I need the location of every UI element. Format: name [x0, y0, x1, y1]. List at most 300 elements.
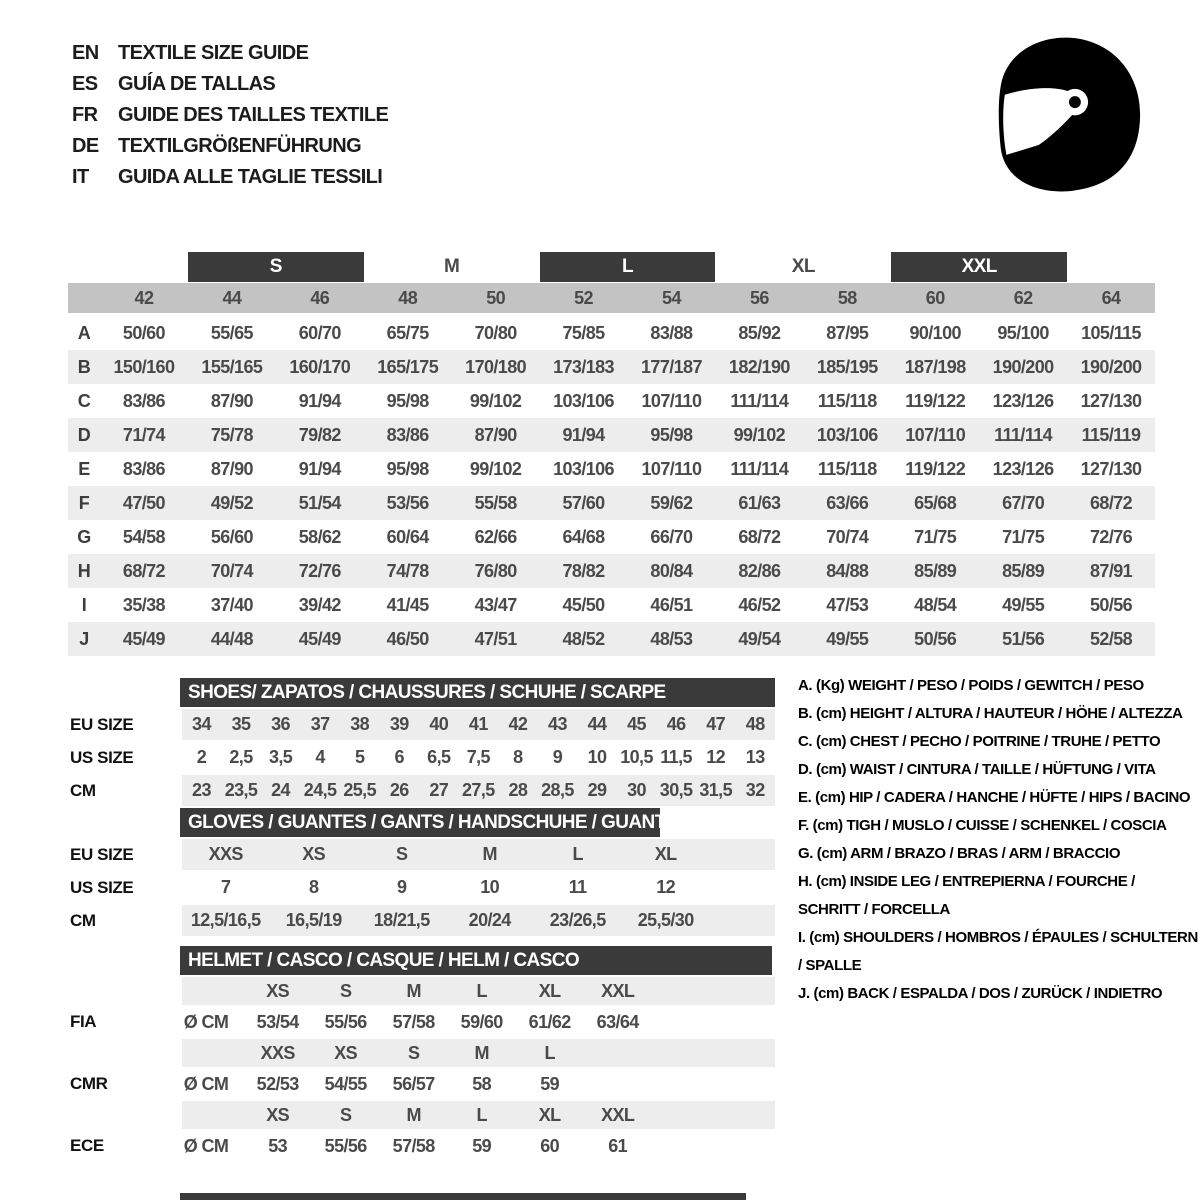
- measurement-value: 99/102: [469, 390, 522, 411]
- measurement-value: 45/49: [122, 628, 165, 649]
- measurement-value: 48/54: [914, 594, 957, 615]
- measurement-value: 53/56: [386, 492, 429, 513]
- gloves-section: [68, 808, 775, 936]
- helmet-size-label: S: [339, 1104, 352, 1125]
- numeric-size: 60: [925, 287, 945, 308]
- language-code: DE: [72, 135, 99, 157]
- numeric-size: 46: [310, 287, 330, 308]
- helmet-size-label: XXL: [601, 1104, 635, 1125]
- measurement-value: 60/64: [386, 526, 429, 547]
- row-letter: F: [78, 492, 90, 513]
- row-label: CM: [70, 780, 96, 800]
- measurement-value: 111/114: [730, 390, 789, 411]
- measurement-value: 115/119: [1081, 424, 1141, 445]
- shoe-eu-size: 37: [310, 714, 330, 734]
- shoe-cm-size: 27,5: [462, 780, 495, 800]
- helmet-size-label: L: [476, 980, 487, 1001]
- shoe-eu-size: 47: [706, 714, 726, 734]
- glove-eu-size: XXS: [208, 844, 243, 864]
- shoe-us-size: 8: [513, 747, 523, 767]
- helmet-size-value: 53: [268, 1135, 288, 1156]
- size-spacer: [182, 1039, 244, 1067]
- measurement-value: 78/82: [562, 560, 605, 581]
- textile-size-table: [68, 252, 1155, 656]
- shoes-eu-row: [68, 709, 775, 740]
- helmet-size-label: L: [544, 1042, 555, 1063]
- row-letter: H: [77, 560, 91, 581]
- measurement-value: 51/54: [298, 492, 341, 513]
- measurement-value: 49/54: [738, 628, 781, 649]
- language-title-row: [72, 131, 388, 162]
- shoe-eu-size: 46: [666, 714, 686, 734]
- helmet-size-label: XS: [266, 1104, 290, 1125]
- measurement-value: 66/70: [650, 526, 693, 547]
- measurement-row: [68, 316, 1155, 350]
- diameter-label: Ø CM: [183, 1073, 229, 1094]
- helmet-size-label: XL: [538, 1104, 561, 1125]
- legend-item: E. (cm) HIP / CADERA / HANCHE / HÜFTE / HIPS / BACINO: [798, 789, 1191, 806]
- measurement-value: 107/110: [905, 424, 966, 445]
- measurement-value: 165/175: [377, 356, 439, 377]
- racing-helmet-icon: [980, 32, 1150, 197]
- measurement-value: 64/68: [562, 526, 605, 547]
- measurement-value: 95/98: [386, 458, 429, 479]
- measurement-value: 83/86: [386, 424, 429, 445]
- glove-cm-size: 20/24: [468, 910, 511, 930]
- shoe-eu-size: 43: [548, 714, 567, 734]
- gloves-eu-row: [68, 839, 775, 870]
- helmet-size-value: 61: [608, 1135, 628, 1156]
- measurement-rows: [68, 316, 1155, 656]
- helmet-size-label: M: [406, 980, 421, 1001]
- numeric-size: 58: [837, 287, 857, 308]
- helmet-size-value: 53/54: [256, 1011, 299, 1032]
- language-title-row: [72, 69, 388, 100]
- measurement-value: 48/53: [650, 628, 693, 649]
- measurement-value: 50/60: [122, 322, 165, 343]
- helmet-size-value: 57/58: [392, 1011, 435, 1032]
- row-label: CM: [70, 910, 96, 930]
- measurement-value: 43/47: [474, 594, 517, 615]
- legend-item: D. (cm) WAIST / CINTURA / TAILLE / HÜFTUNG / VITA: [798, 761, 1156, 778]
- shoe-us-size: 2,5: [229, 747, 253, 767]
- glove-eu-size: L: [572, 844, 583, 864]
- band-spacer: [68, 283, 100, 313]
- shoe-cm-size: 25,5: [343, 780, 376, 800]
- row-label: [68, 977, 182, 1005]
- helmet-size-label: XXS: [260, 1042, 295, 1063]
- shoe-us-size: 10,5: [620, 747, 653, 767]
- glove-eu-size: XS: [302, 844, 326, 864]
- measurement-value: 48/52: [562, 628, 605, 649]
- size-spacer: [182, 1101, 244, 1129]
- measurement-value: 182/190: [728, 356, 790, 377]
- measurement-value: 71/75: [1002, 526, 1045, 547]
- measurement-row: [68, 588, 1155, 622]
- language-title: GUIDE DES TAILLES TEXTILE: [118, 104, 389, 126]
- measurement-value: 49/55: [1002, 594, 1045, 615]
- measurement-value: 57/60: [562, 492, 605, 513]
- measurement-value: 85/89: [914, 560, 957, 581]
- measurement-value: 150/160: [113, 356, 175, 377]
- helmet-size-value: 59/60: [460, 1011, 503, 1032]
- measurement-value: 127/130: [1080, 390, 1142, 411]
- measurement-value: 71/74: [122, 424, 165, 445]
- shoe-eu-size: 42: [508, 714, 528, 734]
- shoe-eu-size: 44: [587, 714, 607, 734]
- shoe-cm-size: 29: [587, 780, 607, 800]
- measurement-value: 87/90: [210, 390, 253, 411]
- measurement-value: 75/85: [562, 322, 605, 343]
- glove-cm-size: 16,5/19: [285, 910, 342, 930]
- measurement-value: 59/62: [650, 492, 693, 513]
- measurement-value: 47/50: [122, 492, 165, 513]
- measurement-value: 87/95: [826, 322, 869, 343]
- helmet-size-value: 55/56: [324, 1135, 367, 1156]
- numeric-size: 52: [574, 287, 593, 308]
- fia-size-row: [68, 977, 775, 1005]
- size-header: XL: [791, 256, 815, 277]
- measurement-value: 70/80: [474, 322, 517, 343]
- legend-item: B. (cm) HEIGHT / ALTURA / HAUTEUR / HÖHE / ALTEZZA: [798, 705, 1183, 722]
- row-letter: B: [77, 356, 91, 377]
- helmet-size-value: 59: [540, 1073, 560, 1094]
- size-header: XXL: [891, 252, 1067, 282]
- measurement-value: 155/165: [201, 356, 263, 377]
- shoe-us-size: 13: [745, 747, 765, 767]
- glove-eu-size: S: [395, 844, 408, 864]
- measurement-value: 83/86: [122, 458, 165, 479]
- shoe-eu-size: 34: [192, 714, 211, 734]
- shoe-us-size: 12: [706, 747, 726, 767]
- legend-item: H. (cm) INSIDE LEG / ENTREPIERNA / FOURCHE / SCHRITT / FORCELLA: [798, 873, 1135, 918]
- measurement-value: 160/170: [289, 356, 351, 377]
- glove-cm-size: 12,5/16,5: [190, 910, 261, 930]
- measurement-value: 68/72: [122, 560, 165, 581]
- row-label: US SIZE: [70, 747, 134, 767]
- measurement-value: 103/106: [553, 458, 614, 479]
- legend-item: G. (cm) ARM / BRAZO / BRAS / ARM / BRACCIO: [798, 845, 1121, 862]
- gloves-section-title: GLOVES / GUANTES / GANTS / HANDSCHUHE / GUANTI: [180, 808, 660, 837]
- legend-item: A. (Kg) WEIGHT / PESO / POIDS / GEWITCH / PESO: [798, 677, 1144, 694]
- measurement-value: 115/118: [817, 458, 877, 479]
- measurement-value: 190/200: [1080, 356, 1142, 377]
- shoe-us-size: 4: [315, 747, 325, 767]
- helmet-size-label: XL: [538, 980, 561, 1001]
- row-label: US SIZE: [70, 877, 134, 897]
- measurement-row: [68, 452, 1155, 486]
- glove-us-size: 10: [480, 877, 500, 897]
- standard-label: CMR: [70, 1074, 108, 1093]
- measurement-row: [68, 622, 1155, 656]
- numeric-size: 44: [222, 287, 242, 308]
- row-letter: E: [78, 458, 90, 479]
- helmet-size-value: 55/56: [324, 1011, 367, 1032]
- glove-us-size: 8: [308, 877, 319, 897]
- glove-cm-size: 25,5/30: [637, 910, 694, 930]
- ece-value-row: [68, 1131, 775, 1161]
- measurement-value: 46/52: [738, 594, 781, 615]
- numeric-size: 62: [1013, 287, 1033, 308]
- row-letter: J: [79, 628, 89, 649]
- measurement-value: 82/86: [738, 560, 781, 581]
- helmet-size-value: 63/64: [596, 1011, 639, 1032]
- language-title: TEXTILGRÖßENFÜHRUNG: [118, 135, 362, 157]
- measurement-value: 72/76: [1090, 526, 1133, 547]
- helmet-size-label: XS: [334, 1042, 358, 1063]
- shoe-cm-size: 23,5: [224, 780, 258, 800]
- helmet-size-value: 56/57: [392, 1073, 435, 1094]
- shoes-cm-row: [68, 775, 775, 806]
- ece-size-row: [68, 1101, 775, 1129]
- measurement-row: [68, 418, 1155, 452]
- shoe-us-size: 3,5: [268, 747, 293, 767]
- legend-item: F. (cm) TIGH / MUSLO / CUISSE / SCHENKEL / COSCIA: [798, 817, 1167, 834]
- measurement-value: 90/100: [909, 322, 961, 343]
- measurement-value: 37/40: [210, 594, 253, 615]
- measurement-value: 50/56: [914, 628, 957, 649]
- measurement-value: 55/65: [210, 322, 253, 343]
- helmet-size-value: 59: [472, 1135, 492, 1156]
- helmet-section: [68, 946, 775, 1161]
- measurement-value: 72/76: [298, 560, 341, 581]
- row-letter: C: [77, 390, 91, 411]
- measurement-value: 123/126: [992, 458, 1054, 479]
- legend-item: C. (cm) CHEST / PECHO / POITRINE / TRUHE / PETTO: [798, 733, 1161, 750]
- shoe-cm-size: 32: [745, 780, 765, 800]
- measurement-value: 52/58: [1090, 628, 1133, 649]
- language-title: GUÍA DE TALLAS: [118, 73, 276, 95]
- shoe-eu-size: 40: [429, 714, 449, 734]
- helmet-size-value: 57/58: [392, 1135, 435, 1156]
- shoe-eu-size: 39: [389, 714, 409, 734]
- shoe-eu-size: 45: [627, 714, 646, 734]
- language-title: TEXTILE SIZE GUIDE: [118, 42, 309, 64]
- measurement-value: 85/92: [738, 322, 781, 343]
- measurement-value: 119/122: [905, 390, 966, 411]
- measurement-value: 111/114: [730, 458, 789, 479]
- measurement-value: 68/72: [1090, 492, 1133, 513]
- shoe-cm-size: 28: [508, 780, 528, 800]
- glove-us-size: 9: [396, 877, 407, 897]
- numeric-size: 50: [486, 287, 506, 308]
- numeric-size: 42: [134, 287, 154, 308]
- standard-label: ECE: [70, 1136, 104, 1155]
- language-code: EN: [72, 42, 99, 64]
- measurement-value: 87/91: [1090, 560, 1133, 581]
- numeric-size: 64: [1101, 287, 1121, 308]
- measurement-value: 115/118: [817, 390, 877, 411]
- language-title-row: [72, 100, 388, 131]
- glove-us-size: 7: [220, 877, 231, 897]
- measurement-value: 58/62: [298, 526, 341, 547]
- row-letter: A: [77, 322, 91, 343]
- measurement-value: 65/75: [386, 322, 429, 343]
- shoe-us-size: 7,5: [466, 747, 490, 767]
- size-header: M: [444, 256, 460, 277]
- glove-us-size: 12: [656, 877, 676, 897]
- language-title-row: [72, 38, 388, 69]
- measurement-legend: [798, 672, 1198, 1008]
- measurement-value: 62/66: [474, 526, 517, 547]
- measurement-row: [68, 520, 1155, 554]
- measurement-value: 70/74: [210, 560, 253, 581]
- helmet-size-label: M: [406, 1104, 421, 1125]
- helmet-size-label: S: [339, 980, 352, 1001]
- glove-cm-size: 18/21,5: [373, 910, 430, 930]
- helmet-size-label: S: [407, 1042, 420, 1063]
- measurement-value: 70/74: [826, 526, 869, 547]
- measurement-value: 173/183: [553, 356, 614, 377]
- cmr-size-row: [68, 1039, 775, 1067]
- shoe-cm-size: 31,5: [699, 780, 732, 800]
- measurement-value: 83/88: [650, 322, 693, 343]
- numeric-size-band: [68, 283, 1155, 313]
- shoe-cm-size: 27: [429, 780, 449, 800]
- measurement-value: 87/90: [474, 424, 517, 445]
- gloves-us-row: [68, 872, 775, 903]
- measurement-value: 47/53: [826, 594, 869, 615]
- shoe-eu-size: 41: [468, 714, 488, 734]
- measurement-value: 83/86: [122, 390, 165, 411]
- numeric-size: 48: [398, 287, 418, 308]
- language-title-row: [72, 162, 388, 193]
- shoe-eu-size: 36: [271, 714, 290, 734]
- cmr-value-row: [68, 1069, 775, 1099]
- measurement-value: 105/115: [1081, 322, 1141, 343]
- helmet-size-label: XS: [266, 980, 290, 1001]
- measurement-value: 107/110: [641, 390, 702, 411]
- measurement-value: 190/200: [992, 356, 1054, 377]
- measurement-value: 51/56: [1002, 628, 1045, 649]
- measurement-value: 91/94: [298, 390, 341, 411]
- row-letter: D: [77, 424, 91, 445]
- measurement-value: 99/102: [469, 458, 522, 479]
- measurement-value: 46/50: [386, 628, 429, 649]
- measurement-value: 111/114: [994, 424, 1053, 445]
- glove-us-size: 11: [568, 877, 587, 897]
- row-letter: I: [81, 594, 87, 615]
- measurement-value: 50/56: [1090, 594, 1133, 615]
- language-code: ES: [72, 73, 98, 95]
- language-code: FR: [72, 104, 98, 126]
- measurement-value: 54/58: [122, 526, 165, 547]
- diameter-label: Ø CM: [183, 1011, 229, 1032]
- glove-eu-size: XL: [654, 844, 677, 864]
- helmet-size-value: 58: [472, 1073, 492, 1094]
- shoe-cm-size: 24,5: [303, 780, 337, 800]
- shoe-us-size: 9: [552, 747, 563, 767]
- shoes-us-row: [68, 742, 775, 773]
- helmet-size-label: M: [474, 1042, 489, 1063]
- shoe-eu-size: 35: [231, 714, 251, 734]
- helmet-size-value: 52/53: [256, 1073, 299, 1094]
- shoe-eu-size: 38: [350, 714, 370, 734]
- measurement-value: 46/51: [650, 594, 693, 615]
- legend-item: I. (cm) SHOULDERS / HOMBROS / ÉPAULES / SCHULTERN / SPALLE: [798, 929, 1198, 974]
- measurement-value: 63/66: [826, 492, 869, 513]
- measurement-value: 103/106: [816, 424, 878, 445]
- measurement-row: [68, 350, 1155, 384]
- shoe-us-size: 6,5: [427, 747, 451, 767]
- measurement-value: 67/70: [1002, 492, 1045, 513]
- shoe-cm-size: 23: [192, 780, 211, 800]
- measurement-value: 99/102: [733, 424, 786, 445]
- helmet-size-value: 61/62: [528, 1011, 571, 1032]
- measurement-value: 103/106: [553, 390, 614, 411]
- measurement-value: 95/98: [650, 424, 693, 445]
- glove-eu-size: M: [482, 844, 497, 864]
- size-header: S: [188, 252, 364, 282]
- measurement-value: 187/198: [904, 356, 966, 377]
- measurement-value: 185/195: [816, 356, 878, 377]
- language-title: GUIDA ALLE TAGLIE TESSILI: [118, 166, 383, 188]
- measurement-value: 49/55: [826, 628, 869, 649]
- measurement-value: 45/49: [298, 628, 341, 649]
- measurement-value: 95/100: [997, 322, 1049, 343]
- shoe-cm-size: 24: [271, 780, 290, 800]
- helmet-size-value: 60: [540, 1135, 560, 1156]
- row-letter: G: [77, 526, 91, 547]
- measurement-value: 45/50: [562, 594, 605, 615]
- measurement-value: 65/68: [914, 492, 957, 513]
- measurement-value: 56/60: [210, 526, 253, 547]
- language-code: IT: [72, 166, 89, 188]
- measurement-value: 170/180: [465, 356, 527, 377]
- measurement-value: 84/88: [826, 560, 869, 581]
- row-label: [68, 1039, 182, 1067]
- size-header: L: [540, 252, 716, 282]
- shoe-us-size: 10: [587, 747, 607, 767]
- measurement-value: 87/90: [210, 458, 253, 479]
- row-label: EU SIZE: [70, 844, 134, 864]
- measurement-value: 76/80: [474, 560, 517, 581]
- standard-label: FIA: [70, 1012, 97, 1031]
- measurement-value: 39/42: [298, 594, 341, 615]
- measurement-value: 60/70: [298, 322, 341, 343]
- shoe-us-size: 6: [394, 747, 404, 767]
- measurement-value: 95/98: [386, 390, 429, 411]
- helmet-size-label: L: [476, 1104, 487, 1125]
- row-label: EU SIZE: [70, 714, 134, 734]
- gloves-cm-row: [68, 905, 775, 936]
- numeric-size: 56: [749, 287, 769, 308]
- measurement-value: 91/94: [562, 424, 605, 445]
- shoe-us-size: 5: [354, 747, 365, 767]
- helmet-size-value: 54/55: [324, 1073, 367, 1094]
- measurement-value: 71/75: [914, 526, 957, 547]
- measurement-value: 85/89: [1002, 560, 1045, 581]
- measurement-row: [68, 554, 1155, 588]
- size-spacer: [182, 977, 244, 1005]
- shoe-cm-size: 30,5: [659, 780, 693, 800]
- measurement-value: 61/63: [738, 492, 781, 513]
- size-header-row: [68, 252, 1155, 282]
- measurement-value: 74/78: [386, 560, 429, 581]
- measurement-value: 79/82: [298, 424, 341, 445]
- measurement-value: 68/72: [738, 526, 781, 547]
- measurement-value: 41/45: [386, 594, 429, 615]
- numeric-size: 54: [662, 287, 681, 308]
- measurement-value: 75/78: [210, 424, 253, 445]
- measurement-value: 177/187: [641, 356, 702, 377]
- cropped-section-bar: [180, 1193, 746, 1200]
- language-title-list: [72, 38, 388, 193]
- shoes-section-title: SHOES/ ZAPATOS / CHAUSSURES / SCHUHE / SCARPE: [180, 678, 775, 707]
- legend-item: J. (cm) BACK / ESPALDA / DOS / ZURÜCK / INDIETRO: [798, 985, 1163, 1002]
- measurement-row: [68, 486, 1155, 520]
- helmet-section-title: HELMET / CASCO / CASQUE / HELM / CASCO: [180, 946, 772, 975]
